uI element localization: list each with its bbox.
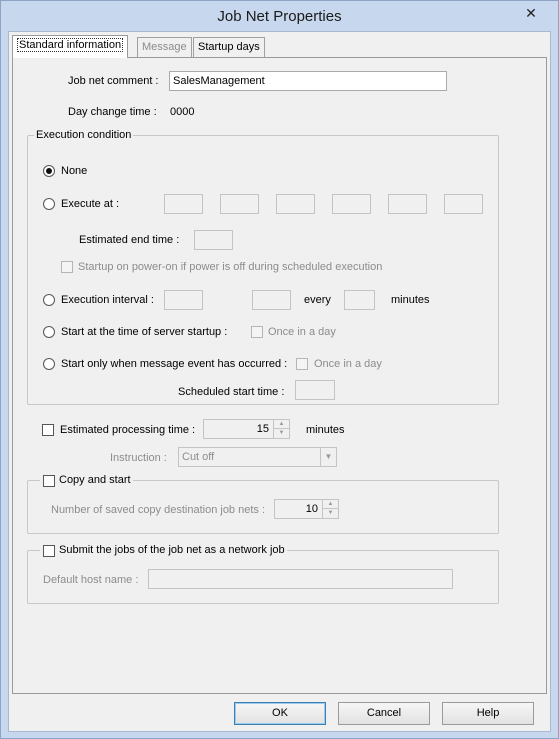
none-label: None (61, 165, 88, 177)
saved-copy-spinner[interactable] (274, 499, 339, 519)
window-title: Job Net Properties (217, 8, 342, 25)
execute-at-time-1[interactable] (164, 194, 203, 214)
ok-button[interactable]: OK (234, 702, 326, 725)
execute-at-time-2[interactable] (220, 194, 259, 214)
spin-down-icon[interactable]: ▼ (278, 430, 285, 436)
network-job-checkbox[interactable] (43, 545, 55, 557)
once-a-day-label-1: Once in a day (268, 326, 336, 338)
scheduled-start-time-label: Scheduled start time : (178, 386, 285, 398)
execute-at-radio[interactable] (43, 198, 55, 210)
day-change-time-value: 0000 (170, 106, 195, 118)
close-button[interactable]: ✕ (509, 3, 553, 23)
interval-start-field[interactable] (164, 290, 203, 310)
help-button[interactable]: Help (442, 702, 534, 725)
default-host-field[interactable] (148, 569, 453, 589)
day-change-time-label: Day change time : (68, 106, 157, 118)
tab-message[interactable]: Message (137, 37, 192, 58)
network-job-title: Submit the jobs of the job net as a network job (40, 543, 287, 557)
tab-standard-information[interactable] (12, 35, 128, 58)
interval-minutes-field[interactable] (344, 290, 375, 310)
server-startup-radio[interactable] (43, 326, 55, 338)
instruction-value: Cut off (182, 451, 215, 463)
none-radio[interactable] (43, 165, 55, 177)
interval-minutes-label: minutes (391, 294, 430, 306)
startup-power-on-label: Startup on power-on if power is off during scheduled execution (78, 261, 383, 273)
spinner-buttons (322, 500, 338, 518)
server-startup-label: Start at the time of server startup : (61, 326, 228, 338)
spin-up-icon[interactable]: ▲ (323, 500, 338, 509)
estimated-processing-value: 15 (256, 423, 269, 435)
job-net-comment-field[interactable]: SalesManagement (169, 71, 447, 91)
message-event-label: Start only when message event has occurred : (61, 358, 288, 370)
copy-and-start-checkbox[interactable] (43, 475, 55, 487)
instruction-label: Instruction : (110, 452, 167, 464)
job-net-comment-label: Job net comment : (68, 75, 159, 87)
once-a-day-checkbox-2[interactable] (296, 358, 308, 370)
interval-every-label: every (304, 294, 331, 306)
execution-condition-title: Execution condition (36, 129, 132, 141)
default-host-label: Default host name : (43, 574, 139, 586)
saved-copy-value: 10 (305, 503, 318, 515)
tab-label: Standard information (19, 39, 122, 51)
estimated-end-time-label: Estimated end time : (79, 234, 180, 246)
spin-up-icon[interactable]: ▲ (274, 420, 289, 429)
scheduled-start-time-field[interactable] (295, 380, 335, 400)
interval-end-field[interactable] (252, 290, 291, 310)
copy-and-start-group (27, 474, 499, 534)
once-a-day-label-2: Once in a day (314, 358, 382, 370)
execute-at-time-3[interactable] (276, 194, 315, 214)
execute-at-label: Execute at : (61, 198, 120, 210)
instruction-select[interactable] (178, 447, 337, 467)
execute-at-time-6[interactable] (444, 194, 483, 214)
execution-condition-group (27, 129, 499, 405)
execution-interval-radio[interactable] (43, 294, 55, 306)
network-job-group (27, 544, 499, 604)
title-bar[interactable] (1, 1, 558, 31)
standard-information-panel (12, 57, 547, 694)
execution-interval-label: Execution interval : (61, 294, 154, 306)
spinner-buttons (273, 420, 289, 438)
saved-copy-label: Number of saved copy destination job nets : (51, 504, 266, 516)
execute-at-time-5[interactable] (388, 194, 427, 214)
estimated-processing-checkbox[interactable] (42, 424, 54, 436)
processing-minutes-label: minutes (306, 424, 345, 436)
estimated-processing-label: Estimated processing time : (60, 424, 196, 436)
spin-down-icon[interactable]: ▼ (327, 510, 334, 516)
execute-at-time-4[interactable] (332, 194, 371, 214)
cancel-button[interactable]: Cancel (338, 702, 430, 725)
estimated-processing-spinner[interactable] (203, 419, 290, 439)
tab-startup-days[interactable]: Startup days (193, 37, 265, 58)
dialog-client-area (8, 31, 551, 732)
chevron-down-icon: ▼ (320, 448, 336, 466)
message-event-radio[interactable] (43, 358, 55, 370)
estimated-end-time-field[interactable] (194, 230, 233, 250)
startup-power-on-checkbox[interactable] (61, 261, 73, 273)
once-a-day-checkbox-1[interactable] (251, 326, 263, 338)
copy-and-start-title: Copy and start (40, 473, 133, 487)
